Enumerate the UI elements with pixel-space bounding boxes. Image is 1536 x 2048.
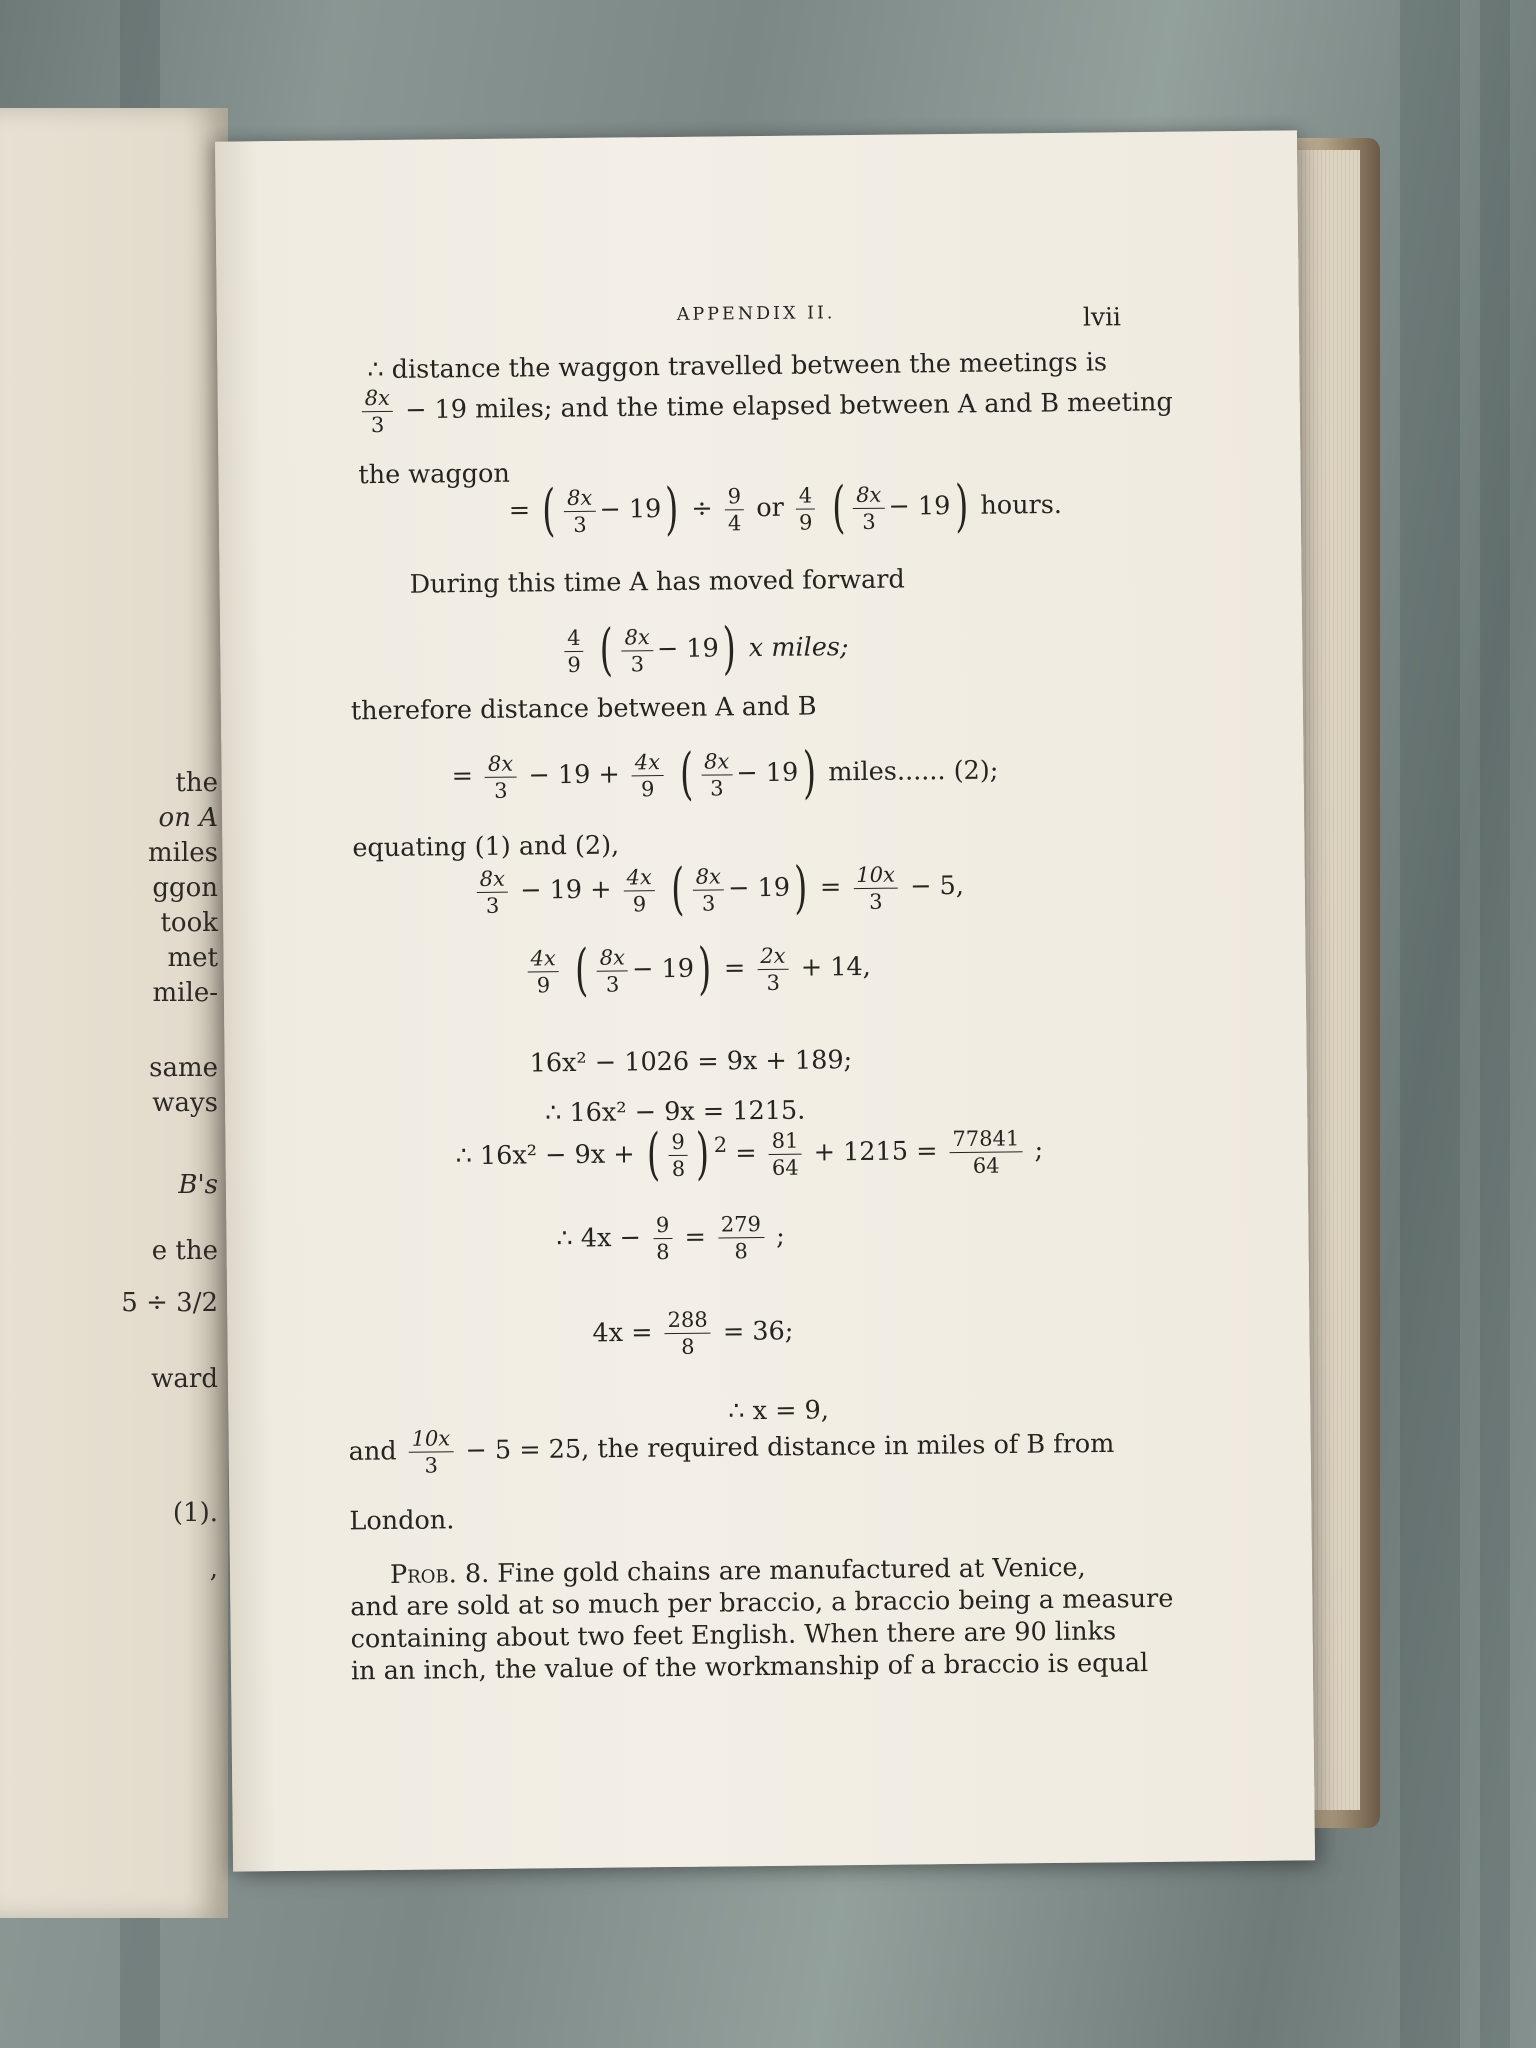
- eq-term: ∴ 4x −: [556, 1222, 642, 1254]
- left-page-fragment: the: [175, 768, 218, 798]
- eq-term: + 14,: [800, 951, 871, 983]
- fraction-numerator: 4x: [527, 945, 558, 972]
- fraction-numerator: 4: [796, 482, 816, 509]
- eq-term: − 19: [727, 872, 791, 904]
- equation: = ( $\frac{8x}{3}$ − 19) ÷ $\frac{9}{4}$ or $\frac{4}{9}$ ( $\frac{8x}{3}$ − 19) hours.: [508, 473, 1063, 544]
- fraction-denominator: 8: [734, 1239, 748, 1264]
- fraction-denominator: 3: [710, 775, 724, 801]
- left-page-fragment: ggon: [152, 873, 218, 903]
- eq-operator: =: [819, 872, 842, 903]
- equation: ∴ 16x² − 9x + ( $\frac{9}{8}$ ) $^2$ = $\frac{81}{64}$ + 1215 = $\frac{77841}{64}$ ;: [455, 1121, 1044, 1188]
- eq-term: 4x =: [592, 1317, 653, 1349]
- eq-term: − 19 +: [528, 759, 620, 791]
- fraction-numerator: 8x: [693, 863, 724, 890]
- equation: ∴ x = 9,: [728, 1395, 830, 1427]
- fraction-numerator: 4: [564, 624, 584, 651]
- fraction-denominator: 4: [727, 510, 742, 535]
- left-page: [0, 108, 228, 1918]
- left-page-fragment: on A: [158, 803, 218, 833]
- text-line: During this time A has moved forward: [409, 564, 905, 600]
- eq-operator: =: [508, 495, 531, 526]
- equation: [592, 1306, 793, 1361]
- text-line: containing about two feet English. When there are 90 links: [350, 1616, 1117, 1655]
- fraction-denominator: 3: [862, 509, 876, 534]
- fraction-numerator: 8x: [485, 750, 516, 777]
- left-page-fragment: mile-: [152, 978, 218, 1008]
- text-fragment: and: [348, 1436, 397, 1467]
- eq-term: = 36;: [722, 1316, 794, 1347]
- fraction-numerator: 8x: [564, 484, 595, 511]
- eq-word: x miles;: [748, 632, 849, 664]
- eq-operator: =: [451, 761, 474, 792]
- eq-term: − 19: [656, 633, 719, 665]
- fraction-denominator: 3: [424, 1453, 439, 1478]
- fraction-numerator: 10x: [853, 861, 898, 888]
- text-line: equating (1) and (2),: [352, 830, 620, 864]
- text-fragment: − 19 miles; and the time elapsed between A and B meeting: [404, 387, 1173, 426]
- left-page-fragment: ,: [209, 1554, 218, 1584]
- eq-term: − 19 +: [520, 874, 612, 906]
- left-page-fragment: B's: [178, 1170, 218, 1200]
- fraction-denominator: 9: [798, 509, 813, 535]
- fraction-numerator: 9: [725, 483, 745, 510]
- eq-term: − 19: [736, 757, 799, 789]
- fraction-denominator: 64: [972, 1153, 1000, 1178]
- fraction-numerator: 9: [668, 1128, 688, 1155]
- fraction-numerator: 8x: [853, 481, 884, 508]
- fraction-denominator: 3: [630, 651, 645, 676]
- left-page-fragment: e the: [151, 1236, 218, 1266]
- left-page-fragment: same: [149, 1053, 218, 1083]
- fraction-numerator: 8x: [362, 385, 393, 412]
- text-line: therefore distance between A and B: [350, 691, 817, 727]
- fraction-denominator: 3: [485, 893, 500, 918]
- book-page: [215, 130, 1315, 1871]
- fraction-denominator: 9: [567, 652, 581, 677]
- text-line: and are sold at so much per braccio, a braccio being a measure: [350, 1583, 1174, 1623]
- equation: ∴ 16x² − 9x = 1215.: [545, 1095, 806, 1129]
- fraction-numerator: 4x: [623, 864, 654, 891]
- fraction-denominator: 8: [656, 1240, 670, 1265]
- equation: $\frac{8x}{3}$ − 19 + $\frac{4x}{9}$ ( $\frac{8x}{3}$ − 19) = $\frac{10x}{3}$ − 5,: [473, 859, 965, 920]
- fraction-denominator: 9: [536, 972, 551, 997]
- left-page-fragment: 5 ÷ 3/2: [121, 1288, 218, 1318]
- left-page-fragment: ways: [152, 1088, 218, 1118]
- eq-term: + 1215 =: [813, 1136, 938, 1168]
- fraction-denominator: 3: [605, 972, 620, 997]
- equation: = $\frac{8x}{3}$ − 19 + $\frac{4x}{9}$ ( $\frac{8x}{3}$ − 19) miles...... (2);: [451, 740, 999, 807]
- running-head: APPENDIX II.: [676, 303, 836, 325]
- fraction-numerator: 81: [769, 1127, 802, 1154]
- problem-label: Prob. 8.: [389, 1558, 490, 1590]
- text-line: the waggon: [358, 458, 510, 491]
- text-line: [348, 1418, 1114, 1479]
- fraction-numerator: 10x: [408, 1425, 453, 1452]
- fraction-numerator: 8x: [477, 865, 508, 892]
- eq-term: − 19: [631, 953, 695, 985]
- fraction-denominator: 3: [701, 891, 716, 916]
- fraction-denominator: 3: [573, 512, 587, 537]
- text-fragment: Fine gold chains are manufactured at Venice,: [497, 1552, 1086, 1589]
- eq-term: ∴ 16x² − 9x +: [455, 1139, 635, 1172]
- fraction-numerator: 288: [664, 1307, 710, 1334]
- eq-term: ;: [1034, 1135, 1044, 1166]
- fraction-numerator: 8x: [701, 748, 732, 775]
- text-line: [390, 1553, 1086, 1590]
- equation: $\frac{4}{9}$ ( $\frac{8x}{3}$ − 19) x miles;: [560, 620, 849, 679]
- eq-word: hours.: [980, 489, 1063, 521]
- left-page-fragment: ward: [151, 1364, 218, 1394]
- fraction-numerator: 8x: [621, 624, 652, 651]
- left-page-fragment: met: [167, 943, 218, 973]
- fraction-numerator: 2x: [757, 942, 788, 969]
- fraction-numerator: 77841: [949, 1125, 1022, 1153]
- text-line: [358, 377, 1173, 439]
- fraction-denominator: 3: [766, 970, 781, 995]
- eq-term: − 19: [599, 494, 662, 525]
- fraction-numerator: 9: [653, 1212, 673, 1239]
- equation: [556, 1211, 785, 1266]
- eq-operator: ÷: [691, 493, 713, 524]
- equation: $\frac{4x}{9}$ ( $\frac{8x}{3}$ − 19) = $\frac{2x}{3}$ + 14,: [523, 940, 871, 1000]
- eq-word: or: [756, 492, 784, 524]
- fraction-denominator: 3: [494, 778, 508, 803]
- fraction-denominator: 3: [370, 412, 385, 438]
- eq-operator: =: [684, 1222, 707, 1253]
- fraction-numerator: 279: [718, 1211, 764, 1238]
- eq-term: − 5,: [909, 870, 965, 902]
- fraction-denominator: 9: [632, 891, 647, 916]
- eq-term: ;: [776, 1221, 785, 1252]
- text-line: London.: [349, 1505, 455, 1537]
- equation: 16x² − 1026 = 9x + 189;: [529, 1045, 853, 1079]
- eq-operator: =: [735, 1138, 757, 1169]
- fraction-denominator: 64: [771, 1155, 799, 1180]
- fraction-denominator: 3: [869, 889, 883, 914]
- fraction-denominator: 9: [640, 776, 655, 801]
- text-line: in an inch, the value of the workmanship of a braccio is equal: [350, 1648, 1149, 1687]
- fraction-numerator: 4x: [632, 749, 663, 776]
- left-page-fragment: took: [160, 908, 218, 938]
- eq-term: − 19: [888, 491, 951, 522]
- text-line: ∴ distance the waggon travelled between the meetings is: [367, 347, 1108, 386]
- fraction-denominator: 8: [681, 1334, 695, 1359]
- left-page-fragment: (1).: [172, 1498, 218, 1528]
- left-page-fragment: miles: [147, 838, 218, 868]
- page-number: lvii: [1082, 302, 1122, 332]
- fraction-numerator: 8x: [597, 944, 628, 971]
- eq-operator: =: [723, 953, 746, 984]
- exponent: 2: [713, 1132, 728, 1158]
- eq-word: miles...... (2);: [828, 755, 999, 788]
- fraction-denominator: 8: [671, 1156, 686, 1181]
- text-fragment: − 5 = 25, the required distance in miles of B from: [465, 1428, 1115, 1466]
